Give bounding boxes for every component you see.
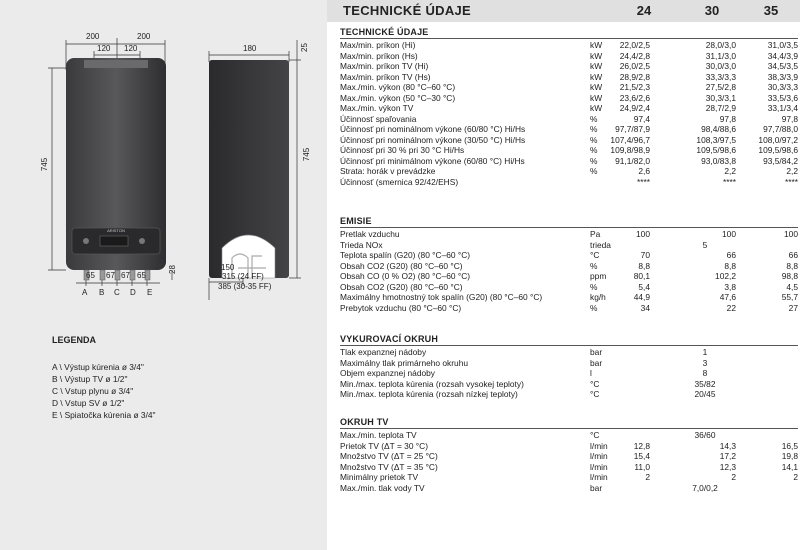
row-unit: Pa	[590, 229, 601, 239]
row-value-30: 66	[726, 250, 736, 260]
row-label: Prebytok vzduchu (80 °C–60 °C)	[340, 302, 462, 313]
row-value-24: 100	[636, 229, 650, 239]
dim-width-right: 200	[137, 32, 151, 41]
row-unit: %	[590, 166, 598, 176]
table-row	[340, 166, 798, 176]
row-unit: l/min	[590, 440, 608, 451]
diagram-panel	[0, 0, 327, 550]
row-value-24: 44,9	[633, 292, 650, 302]
row-value-35: 97,8	[781, 113, 798, 124]
row-value-24: 2	[645, 472, 650, 482]
table-row	[340, 72, 798, 82]
row-value-35: 31,0/3,5	[767, 40, 798, 50]
table-row	[340, 271, 798, 281]
table-row	[340, 462, 798, 472]
row-value-common: 36/60	[694, 430, 716, 440]
table-row	[340, 379, 798, 389]
row-unit: bar	[590, 482, 603, 493]
row-value-24: 107,4/96,7	[610, 134, 650, 145]
row-label: Max./min. teplota TV	[340, 430, 417, 440]
row-label: Max./min. výkon (80 °C–60 °C)	[340, 82, 456, 92]
row-value-30: 28,7/2,9	[705, 103, 736, 113]
row-value-24: 21,5/2,3	[619, 82, 650, 92]
row-value-24: 11,0	[634, 461, 650, 472]
section-divider-tech	[340, 38, 798, 39]
table-row	[340, 93, 798, 103]
row-label: Účinnosť pri nominálnom výkone (60/80 °C) Hi/Hs	[340, 124, 526, 134]
row-unit: %	[590, 281, 598, 292]
section-title-tech: TECHNICKÉ ÚDAJE	[340, 27, 429, 37]
row-unit: ppm	[590, 271, 607, 281]
dim-pipe-4: 65	[137, 271, 146, 280]
table-row	[340, 103, 798, 113]
row-label: Strata: horák v prevádzke	[340, 166, 436, 176]
row-value-24: 23,6/2,6	[619, 92, 650, 103]
legend-item-d: D \ Vstup SV ø 1/2"	[52, 398, 125, 408]
row-unit: kW	[590, 71, 603, 82]
row-value-30: 12,3	[719, 461, 736, 472]
row-label: Prietok TV (ΔT = 30 °C)	[340, 440, 428, 451]
row-unit: l/min	[590, 451, 608, 461]
table-row	[340, 430, 798, 440]
row-value-24: 91,1/82,0	[615, 155, 650, 166]
row-label: Max/min. príkon TV (Hi)	[340, 61, 429, 71]
row-label: Množstvo TV (ΔT = 25 °C)	[340, 451, 438, 461]
row-label: Objem expanznej nádoby	[340, 368, 435, 378]
pipe-label-c: C	[114, 288, 120, 297]
row-label: Účinnosť pri nominálnom výkone (30/50 °C) Hi/Hs	[340, 134, 526, 145]
row-value-35: 27	[788, 302, 798, 313]
row-value-24: 80,1	[633, 271, 650, 281]
dim-pipe-2: 67	[106, 271, 115, 280]
row-value-35: 97,7/88,0	[763, 124, 798, 134]
row-value-24: 26,0/2,5	[619, 61, 650, 71]
row-label: Max/min. príkon (Hi)	[340, 40, 416, 50]
dim-side-315: 315 (24 FF)	[222, 272, 264, 281]
row-value-35: 4,5	[786, 281, 798, 292]
row-label: Účinnosť spaľovania	[340, 113, 417, 124]
table-row	[340, 250, 798, 260]
table-row	[340, 114, 798, 124]
row-label: Obsah CO2 (G20) (80 °C–60 °C)	[340, 260, 463, 271]
row-value-30: 22	[726, 302, 736, 313]
pipe-label-b: B	[99, 288, 105, 297]
row-unit: %	[590, 134, 598, 145]
row-unit: kW	[590, 82, 603, 92]
row-unit: kg/h	[590, 292, 606, 302]
table-row	[340, 292, 798, 302]
row-label: Maximálny tlak primárneho okruhu	[340, 357, 469, 368]
pipe-label-a: A	[82, 288, 88, 297]
row-label: Trieda NOx	[340, 239, 383, 250]
row-label: Účinnosť pri 30 % pri 30 °C Hi/Hs	[340, 145, 465, 155]
dim-inner-left: 120	[97, 44, 111, 53]
table-row	[340, 347, 798, 357]
row-value-30: 3,8	[724, 281, 736, 292]
row-value-24: 24,4/2,8	[619, 50, 650, 61]
row-value-30: 47,6	[719, 292, 736, 302]
row-unit: kW	[590, 40, 603, 50]
table-row	[340, 229, 798, 239]
row-value-30: 100	[722, 229, 736, 239]
row-label: Teplota spalín (G20) (80 °C–60 °C)	[340, 250, 471, 260]
control-knob-left	[83, 238, 89, 244]
row-value-35: 34,4/3,9	[767, 50, 798, 61]
row-value-30: 30,3/3,1	[705, 92, 736, 103]
row-value-35: 2,2	[786, 166, 798, 176]
row-value-35: 38,3/3,9	[767, 71, 798, 82]
table-row	[340, 61, 798, 71]
dim-pipe-1: 65	[86, 271, 95, 280]
row-value-30: ****	[722, 176, 736, 187]
row-value-24: 2,6	[638, 166, 650, 176]
row-label: Účinnosť pri minimálnom výkone (60/80 °C) Hi/Hs	[340, 155, 525, 166]
row-label: Maximálny hmotnostný tok spalín (G20) (80 °C–60 °C)	[340, 292, 543, 302]
pipe-label-d: D	[130, 288, 136, 297]
row-value-30: 17,2	[719, 451, 736, 461]
row-label: Množstvo TV (ΔT = 35 °C)	[340, 461, 438, 472]
row-value-35: 109,5/98,6	[758, 145, 798, 155]
dim-bottom: 28	[167, 265, 177, 274]
row-label: Max./min. výkon TV	[340, 103, 414, 113]
legend-item-a: A \ Výstup kúrenia ø 3/4"	[52, 362, 144, 372]
row-value-30: 2,2	[724, 166, 736, 176]
row-value-24: ****	[636, 176, 650, 187]
table-row	[340, 358, 798, 368]
header-col-24: 24	[636, 3, 652, 18]
row-value-30: 108,3/97,5	[696, 134, 736, 145]
row-value-24: 109,8/98,9	[610, 145, 650, 155]
row-value-24: 97,4	[633, 113, 650, 124]
row-value-30: 109,5/98,6	[696, 145, 736, 155]
row-value-30: 33,3/3,3	[705, 71, 736, 82]
table-row	[340, 177, 798, 187]
section-title-vykurovaci: VYKUROVACÍ OKRUH	[340, 334, 439, 344]
section-title-okruh_tv: OKRUH TV	[340, 417, 389, 427]
dim-height-side: 745	[302, 147, 312, 162]
section-divider-okruh_tv	[340, 428, 798, 429]
row-value-common: 8	[702, 368, 708, 378]
dim-side-top: 25	[299, 43, 309, 52]
table-row	[340, 451, 798, 461]
table-row	[340, 389, 798, 399]
row-unit: trieda	[590, 239, 611, 250]
table-row	[340, 441, 798, 451]
row-unit: %	[590, 113, 598, 124]
row-unit: °C	[590, 250, 600, 260]
section-divider-emisie	[340, 227, 798, 228]
header-title: TECHNICKÉ ÚDAJE	[343, 3, 472, 18]
boiler-top-fittings	[84, 60, 148, 68]
row-value-common: 35/82	[694, 378, 716, 389]
row-unit: °C	[590, 378, 600, 389]
table-row	[340, 303, 798, 313]
row-value-24: 34	[640, 302, 650, 313]
row-value-24: 5,4	[638, 281, 650, 292]
row-value-35: 16,5	[781, 440, 798, 451]
row-value-30: 27,5/2,8	[705, 82, 736, 92]
section-divider-vykurovaci	[340, 345, 798, 346]
row-value-30: 2	[731, 472, 736, 482]
control-knob-right	[139, 238, 145, 244]
table-row	[340, 135, 798, 145]
legend-title: LEGENDA	[52, 335, 97, 345]
row-label: Účinnosť (smernica 92/42/EHS)	[340, 176, 459, 187]
row-value-30: 31,1/3,0	[705, 50, 736, 61]
row-unit: °C	[590, 389, 600, 399]
row-value-24: 97,7/87,9	[615, 124, 650, 134]
row-value-35: 2	[793, 472, 798, 482]
row-value-24: 15,4	[633, 451, 650, 461]
row-unit: %	[590, 145, 598, 155]
row-value-35: 108,0/97,2	[758, 134, 798, 145]
header-col-30: 30	[704, 3, 720, 18]
row-unit: %	[590, 302, 598, 313]
row-value-35: 14,1	[781, 461, 798, 472]
table-row	[340, 145, 798, 155]
row-unit: %	[590, 260, 598, 271]
pipe-label-e: E	[147, 288, 153, 297]
table-row	[340, 124, 798, 134]
row-unit: %	[590, 155, 598, 166]
dim-side-385: 385 (30-35 FF)	[218, 282, 272, 291]
row-value-35: 34,5/3,5	[767, 61, 798, 71]
pipe-dimension-lines	[76, 280, 160, 286]
dim-side-150: 150	[221, 263, 235, 272]
row-value-30: 102,2	[715, 271, 736, 281]
row-unit: l/min	[590, 472, 608, 482]
table-row	[340, 472, 798, 482]
row-label: Tlak expanznej nádoby	[340, 347, 427, 357]
row-label: Max./min. výkon (50 °C–30 °C)	[340, 92, 456, 103]
row-unit: bar	[590, 347, 603, 357]
row-value-30: 8,8	[724, 260, 736, 271]
section-title-emisie: EMISIE	[340, 216, 372, 226]
row-unit: kW	[590, 103, 603, 113]
dim-side-width: 180	[243, 44, 257, 53]
row-unit: bar	[590, 357, 603, 368]
row-label: Max/min. príkon TV (Hs)	[340, 71, 431, 82]
row-unit: °C	[590, 430, 600, 440]
legend-item-c: C \ Vstup plynu ø 3/4"	[52, 386, 134, 396]
row-value-30: 97,8	[719, 113, 736, 124]
row-value-35: ****	[784, 176, 798, 187]
dim-width-left: 200	[86, 32, 100, 41]
table-row	[340, 156, 798, 166]
row-value-35: 98,8	[781, 271, 798, 281]
header-col-35: 35	[763, 3, 779, 18]
row-value-common: 20/45	[694, 389, 716, 399]
row-unit: l/min	[590, 461, 608, 472]
row-label: Max./min. tlak vody TV	[340, 482, 425, 493]
row-unit: kW	[590, 50, 603, 61]
row-value-35: 93,5/84,2	[763, 155, 798, 166]
row-label: Obsah CO (0 % O2) (80 °C–60 °C)	[340, 271, 471, 281]
row-value-30: 14,3	[719, 440, 736, 451]
dim-pipe-3: 67	[121, 271, 130, 280]
row-value-30: 30,0/3,0	[705, 61, 736, 71]
row-value-30: 28,0/3,0	[705, 40, 736, 50]
row-value-24: 8,8	[638, 260, 650, 271]
dim-inner-right: 120	[124, 44, 138, 53]
row-value-24: 12,8	[633, 440, 650, 451]
row-value-24: 22,0/2,5	[619, 40, 650, 50]
row-unit: kW	[590, 92, 603, 103]
row-unit: %	[590, 124, 598, 134]
table-row	[340, 282, 798, 292]
row-value-35: 55,7	[781, 292, 798, 302]
table-row	[340, 40, 798, 50]
table-row	[340, 261, 798, 271]
row-value-35: 33,5/3,6	[767, 92, 798, 103]
row-value-30: 93,0/83,8	[701, 155, 736, 166]
row-label: Min./max. teplota kúrenia (rozsah vysokej teploty)	[340, 378, 524, 389]
row-unit: kW	[590, 61, 603, 71]
row-value-24: 28,9/2,8	[619, 71, 650, 82]
row-value-35: 100	[784, 229, 798, 239]
row-value-35: 30,3/3,3	[767, 82, 798, 92]
row-value-24: 24,9/2,4	[619, 103, 650, 113]
row-label: Obsah CO2 (G20) (80 °C–60 °C)	[340, 281, 463, 292]
row-value-24: 70	[640, 250, 650, 260]
table-row	[340, 483, 798, 493]
table-row	[340, 51, 798, 61]
row-value-common: 7,0/0,2	[692, 482, 718, 493]
legend-item-e: E \ Spiatočka kúrenia ø 3/4"	[52, 410, 156, 420]
brand-logo: ARISTON	[107, 228, 125, 233]
legend-item-b: B \ Výstup TV ø 1/2"	[52, 374, 128, 384]
table-row	[340, 368, 798, 378]
row-value-35: 8,8	[786, 260, 798, 271]
row-value-35: 33,1/3,4	[767, 103, 798, 113]
row-unit: l	[590, 368, 592, 378]
row-value-common: 1	[702, 347, 708, 357]
row-label: Max/min. príkon (Hs)	[340, 50, 418, 61]
row-value-common: 5	[702, 239, 708, 250]
row-value-30: 98,4/88,6	[701, 124, 736, 134]
table-row	[340, 82, 798, 92]
row-value-common: 3	[702, 357, 708, 368]
row-label: Minimálny prietok TV	[340, 472, 419, 482]
dim-height-front: 745	[40, 157, 50, 172]
control-display	[100, 236, 128, 246]
row-value-35: 19,8	[781, 451, 798, 461]
row-label: Pretlak vzduchu	[340, 229, 400, 239]
row-value-35: 66	[788, 250, 798, 260]
row-label: Min./max. teplota kúrenia (rozsah nízkej teploty)	[340, 389, 518, 399]
table-row	[340, 240, 798, 250]
